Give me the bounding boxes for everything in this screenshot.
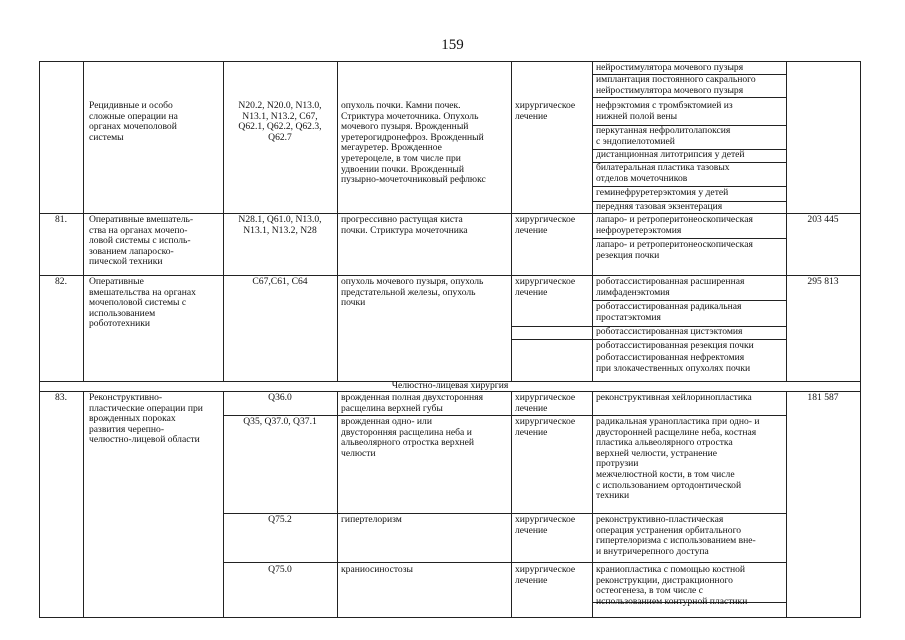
method-cell: передняя тазовая экзентерация bbox=[596, 201, 723, 212]
method-cell: дистанционная литотрипсия у детей bbox=[596, 149, 745, 160]
patient-model: краниосиностозы bbox=[341, 564, 413, 575]
section-title: Челюстно-лицевая хирургия bbox=[391, 380, 509, 391]
col-divider bbox=[592, 62, 593, 381]
medical-care-table bbox=[39, 61, 861, 618]
patient-model: прогрессивно растущая киста почки. Стриктура мочеточника bbox=[341, 214, 468, 236]
intervention-name: Оперативные вмешатель- ства на органах мочепо- ловой системы с исполь- зованием лапароско- пической техники bbox=[89, 214, 194, 268]
intervention-name: Реконструктивно- пластические операции при врожденных пороках развития черепно- челюстно-лицевой области bbox=[89, 392, 203, 446]
method-cell: радикальная уранопластика при одно- и двусторонней расщелине неба, костная пластика альвеолярного отростка верхней челюсти, устранение протрузии межчелюстной кости, в том числе с использованием ортодонтической техники bbox=[596, 416, 760, 502]
col-divider bbox=[223, 62, 224, 381]
diagnosis-codes: Q36.0 bbox=[268, 392, 292, 403]
col-divider bbox=[511, 62, 512, 381]
intervention-name: Оперативные вмешательства на органах мочеполовой системы с использованием робототехники bbox=[89, 276, 196, 330]
method-cell: роботассистированная расширенная лимфаденэктомия bbox=[596, 276, 745, 298]
diagnosis-codes: Q75.0 bbox=[268, 564, 292, 575]
col-divider bbox=[786, 391, 787, 617]
col-divider bbox=[83, 391, 84, 617]
method-cell: перкутанная нефролитолапоксия с эндопиелотомией bbox=[596, 125, 731, 147]
method-cell: билатеральная пластика тазовых отделов мочеточников bbox=[596, 162, 730, 184]
row-number: 82. bbox=[55, 276, 67, 287]
col-divider bbox=[223, 391, 224, 617]
method-cell: роботассистированная нефректомия при злокачественных опухолях почки bbox=[596, 352, 751, 374]
page-number: 159 bbox=[441, 37, 464, 53]
method-cell: имплантация постоянного сакрального нейростимулятора мочевого пузыря bbox=[596, 74, 756, 96]
method-cell: нейростимулятора мочевого пузыря bbox=[596, 62, 744, 73]
cost-value: 203 445 bbox=[807, 214, 839, 225]
treatment-type: хирургическое лечение bbox=[515, 392, 576, 414]
cost-value: 181 587 bbox=[807, 392, 839, 403]
table-border-left bbox=[39, 62, 40, 617]
method-cell: краниопластика с помощью костной реконструкции, дистракционного остеогенеза, в том числе с использованием контурной пластики bbox=[596, 564, 748, 607]
diagnosis-codes: Q35, Q37.0, Q37.1 bbox=[243, 416, 317, 427]
diagnosis-codes: N20.2, N20.0, N13.0, N13.1, N13.2, C67, Q62.1, Q62.2, Q62.3, Q62.7 bbox=[238, 100, 322, 143]
diagnosis-codes: Q75.2 bbox=[268, 514, 292, 525]
treatment-type: хирургическое лечение bbox=[515, 564, 576, 586]
method-cell: геминефруретерэктомия у детей bbox=[596, 187, 729, 198]
col-divider bbox=[83, 62, 84, 381]
cell-divider bbox=[223, 562, 786, 563]
patient-model: опухоль почки. Камни почек. Стриктура мочеточника. Опухоль мочевого пузыря. Врожденный уретерогидронефроз. Врожденный мегауретер. Врожденное уретероцеле, в том числе при удвоении почки. Врожденный пузырно-мочеточниковый рефлюкс bbox=[341, 100, 486, 186]
method-cell: реконструктивно-пластическая операция устранения орбитального гипертелоризма с использованием вне- и внутричерепного доступа bbox=[596, 514, 756, 557]
col-divider bbox=[337, 62, 338, 381]
method-cell: роботассистированная цистэктомия bbox=[596, 326, 743, 337]
cell-divider bbox=[592, 97, 786, 98]
patient-model: опухоль мочевого пузыря, опухоль предстательной железы, опухоль почки bbox=[341, 276, 484, 309]
method-cell: лапаро- и ретроперитонеоскопическая нефроуретерэктомия bbox=[596, 214, 753, 236]
method-cell: роботассистированная радикальная простатэктомия bbox=[596, 301, 742, 323]
cost-value: 295 813 bbox=[807, 276, 839, 287]
treatment-type: хирургическое лечение bbox=[515, 214, 576, 236]
treatment-type: хирургическое лечение bbox=[515, 416, 576, 438]
patient-model: гипертелоризм bbox=[341, 514, 402, 525]
row-number: 83. bbox=[55, 392, 67, 403]
diagnosis-codes: C67,C61, C64 bbox=[252, 276, 308, 287]
treatment-type: хирургическое лечение bbox=[515, 276, 576, 298]
col-divider bbox=[511, 391, 512, 617]
method-cell: нефрэктомия с тромбэктомией из нижней полой вены bbox=[596, 100, 733, 122]
table-border-right bbox=[860, 62, 861, 617]
intervention-name: Рецидивные и особо сложные операции на органах мочеполовой системы bbox=[89, 100, 178, 143]
method-cell: реконструктивная хейлоринопластика bbox=[596, 392, 752, 403]
diagnosis-codes: N28.1, Q61.0, N13.0, N13.1, N13.2, N28 bbox=[238, 214, 322, 236]
treatment-type: хирургическое лечение bbox=[515, 100, 576, 122]
patient-model: врожденная одно- или двусторонняя расщелина неба и альвеолярного отростка верхней челюсти bbox=[341, 416, 475, 459]
method-cell: роботассистированная резекция почки bbox=[596, 340, 754, 351]
patient-model: врожденная полная двухсторонняя расщелина верхней губы bbox=[341, 392, 483, 414]
col-divider bbox=[592, 391, 593, 617]
col-divider bbox=[337, 391, 338, 617]
treatment-type: хирургическое лечение bbox=[515, 514, 576, 536]
row-number: 81. bbox=[55, 214, 67, 225]
method-cell: лапаро- и ретроперитонеоскопическая резекция почки bbox=[596, 239, 753, 261]
